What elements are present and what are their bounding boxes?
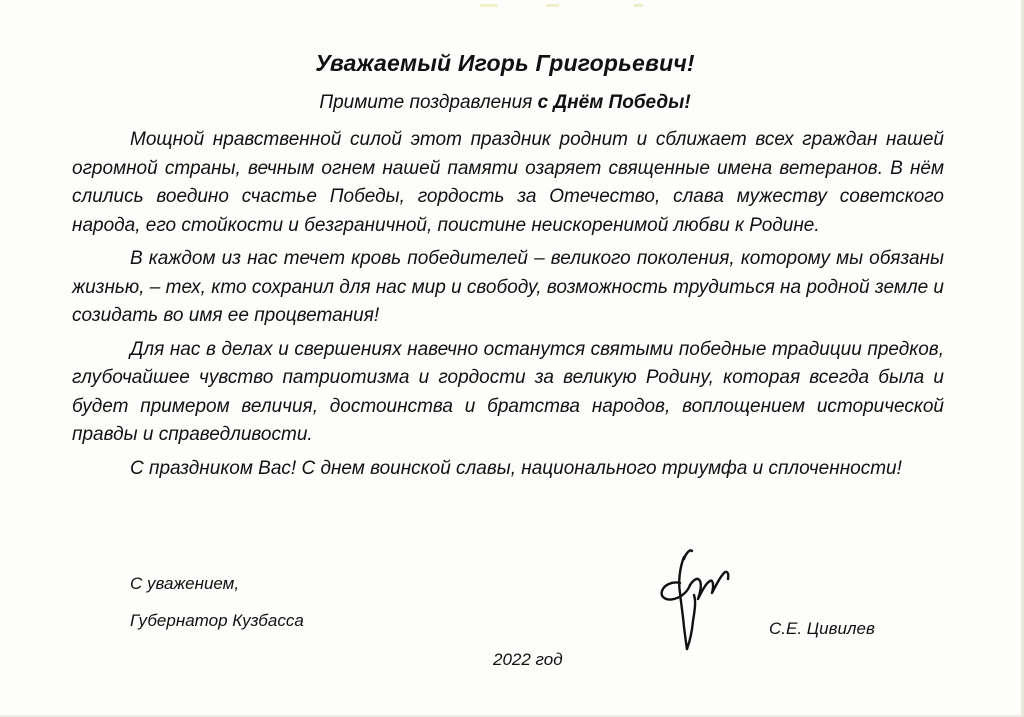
salutation: Уважаемый Игорь Григорьевич! xyxy=(315,50,695,76)
letter-year: 2022 год xyxy=(493,650,563,669)
scan-artifact xyxy=(480,4,700,7)
letter-body xyxy=(72,126,944,488)
body-paragraph: Для нас в делах и свершениях навечно останутся святыми победные традиции предков, глубочайшее чувство патриотизма и гордости за великую Родину, которая всегда была и будет примером величия, достоинства и братства народов, воплощением исторической правды и справедливости. xyxy=(72,338,944,445)
body-paragraph: С праздником Вас! С днем воинской славы, национального триумфа и сплоченности! xyxy=(130,457,902,479)
body-paragraph: Мощной нравственной силой этот праздник роднит и сближает всех граждан нашей огромной страны, вечным огнем нашей памяти озаряет священные имена ветеранов. В нём слились воедино счастье Победы, гордость за Отечество, слава мужеству советского народа, его стойкости и безграничной, поистине неискоренимой любви к Родине. xyxy=(72,129,944,236)
handwritten-signature xyxy=(650,543,740,653)
closing-regards: С уважением, xyxy=(130,574,240,593)
congratulation-prefix: Примите поздравления xyxy=(319,92,538,113)
congratulation-line xyxy=(0,92,1010,114)
congratulation-holiday: с Днём Победы! xyxy=(537,92,691,113)
signer-name: С.Е. Цивилев xyxy=(769,619,875,638)
body-paragraph: В каждом из нас течет кровь победителей – великого поколения, которому мы обязаны жизнью, – тех, кто сохранил для нас мир и свободу, возможность трудиться на родной земле и созидать во имя ее процветания! xyxy=(72,248,944,326)
signer-title: Губернатор Кузбасса xyxy=(130,611,304,630)
